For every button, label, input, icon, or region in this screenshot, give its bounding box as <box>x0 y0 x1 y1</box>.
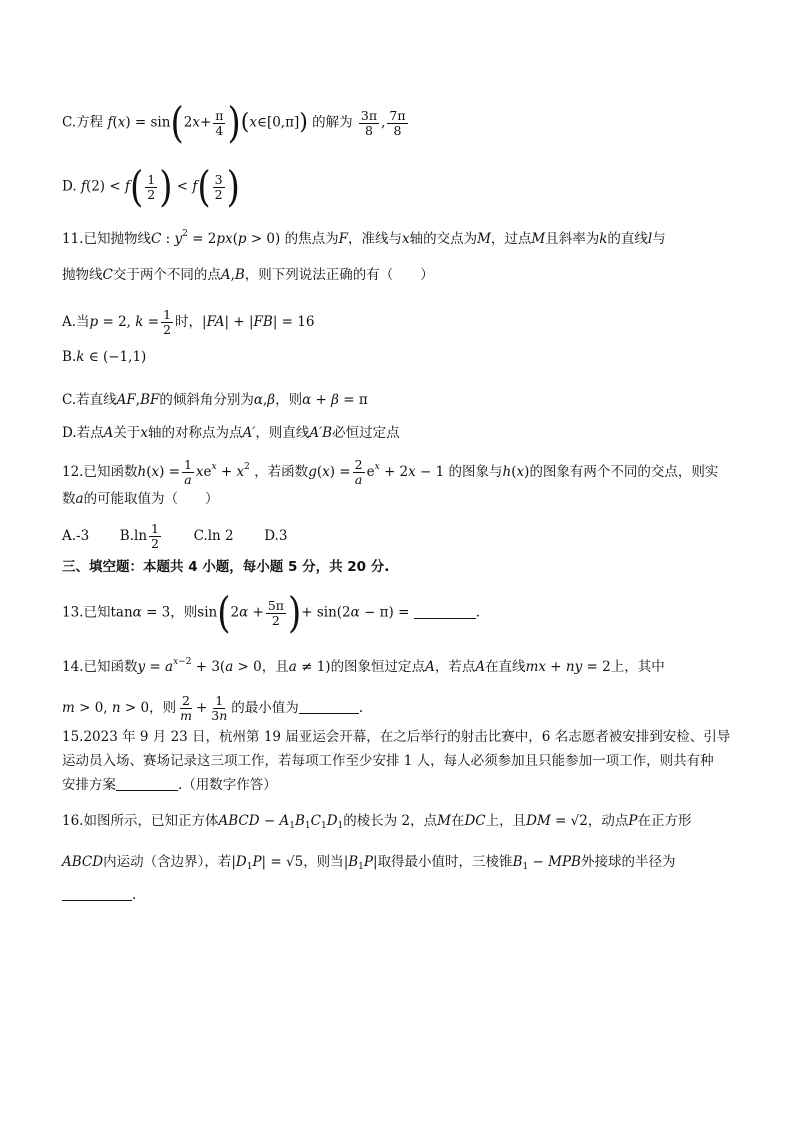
fraction: $\frac{\pi}{4}$ <box>215 107 224 138</box>
question-12-line-2: 数a的可能取值为（ ） <box>62 491 219 507</box>
question-11-line-2: 抛物线C交于两个不同的点A,B，则下列说法正确的有（ ） <box>62 267 434 283</box>
q12-option-a: A.-3 <box>62 528 90 544</box>
question-11-option-a: A.当p = 2, k = $\frac{1}{2}$ 时，|FA| + |FB| = 16 <box>62 307 315 337</box>
q12-option-b: B. <box>119 528 135 544</box>
option-d: D. f(2) < f( $\frac{1}{2}$ ) < f( $\frac{3}{2}$ ) <box>62 162 240 212</box>
answer-blank-16[interactable] <box>62 900 132 901</box>
answer-blank-15[interactable] <box>116 790 178 791</box>
q12-option-d: D.3 <box>264 528 288 544</box>
q12-option-c: C. <box>193 528 208 544</box>
question-11-option-c: C.若直线AF,BF的倾斜角分别为α,β，则α + β = π <box>62 392 368 408</box>
question-11-option-b: B.k ∈ (−1,1) <box>62 349 147 365</box>
answer-blank-13[interactable] <box>414 618 476 619</box>
question-11-line-1: 11.已知抛物线C : $y^2 = 2px(p > 0)$ 的焦点为F，准线与x轴的交点为M，过点M且斜率为k的直线l与 <box>62 229 666 247</box>
section-3-heading: 三、填空题：本题共 4 小题，每小题 5 分，共 20 分. <box>62 559 390 575</box>
question-15-line-1: 15.2023 年 9 月 23 日，杭州第 19 届亚运会开幕，在之后举行的射击比赛中，6 名志愿者被安排到安检、引导 <box>62 729 731 745</box>
question-13: 13.已知tanα = 3，则sin(2α + $\frac{5\pi}{2}$ )+ sin(2α − π) = . <box>62 588 481 638</box>
question-14-line-2: m > 0, n > 0，则 $\frac{2}{m}$ + $\frac{1}{3n}$ 的最小值为 . <box>62 693 364 723</box>
question-12-options: A.-3 B.ln $\frac{1}{2}$ C.ln 2 D.3 <box>62 521 288 551</box>
question-14-line-1: 14.已知函数$y = a^{x-2} + 3(a > 0$，且a ≠ 1)的图象恒过定点A，若点A在直线mx + ny = 2上，其中 <box>62 657 665 675</box>
question-15-line-3: 安排方案 .（用数字作答） <box>62 777 277 793</box>
answer-blank-14[interactable] <box>299 713 359 714</box>
question-12-line-1: 12.已知函数h(x) = $\frac{1}{a}$ $xe^x + x^2$ ，若函数g(x) = $\frac{2}{a}$ $e^x + 2x - 1$ 的图象与h(x)的图象有两个不同的交点，则实 <box>62 457 719 487</box>
question-15-line-2: 运动员入场、赛场记录这三项工作，若每项工作至少安排 1 人，每人必须参加且只能参加一项工作，则共有种 <box>62 753 714 769</box>
question-16-line-1: 16.如图所示，已知正方体ABCD − $A_1B_1C_1D_1$的棱长为 2，点M在DC上，且DM = √2，动点P在正方形 <box>62 813 692 831</box>
question-16-line-3: . <box>62 886 136 904</box>
option-c: C.方程 f(x) = sin(2x+ $\frac{\pi}{4}$ )(x∈[0,π]) 的解为 $\frac{3\pi}{8}$ , $\frac{7\pi}{8}$ <box>62 98 406 148</box>
question-11-option-d: D.若点A关于x轴的对称点为点A′，则直线A′B必恒过定点 <box>62 425 400 441</box>
question-16-line-2: ABCD内运动（含边界），若$|D_1P| = √5$，则当$|B_1P|$取得最小值时，三棱锥$B_1$ − MPB外接球的半径为 <box>62 854 676 872</box>
